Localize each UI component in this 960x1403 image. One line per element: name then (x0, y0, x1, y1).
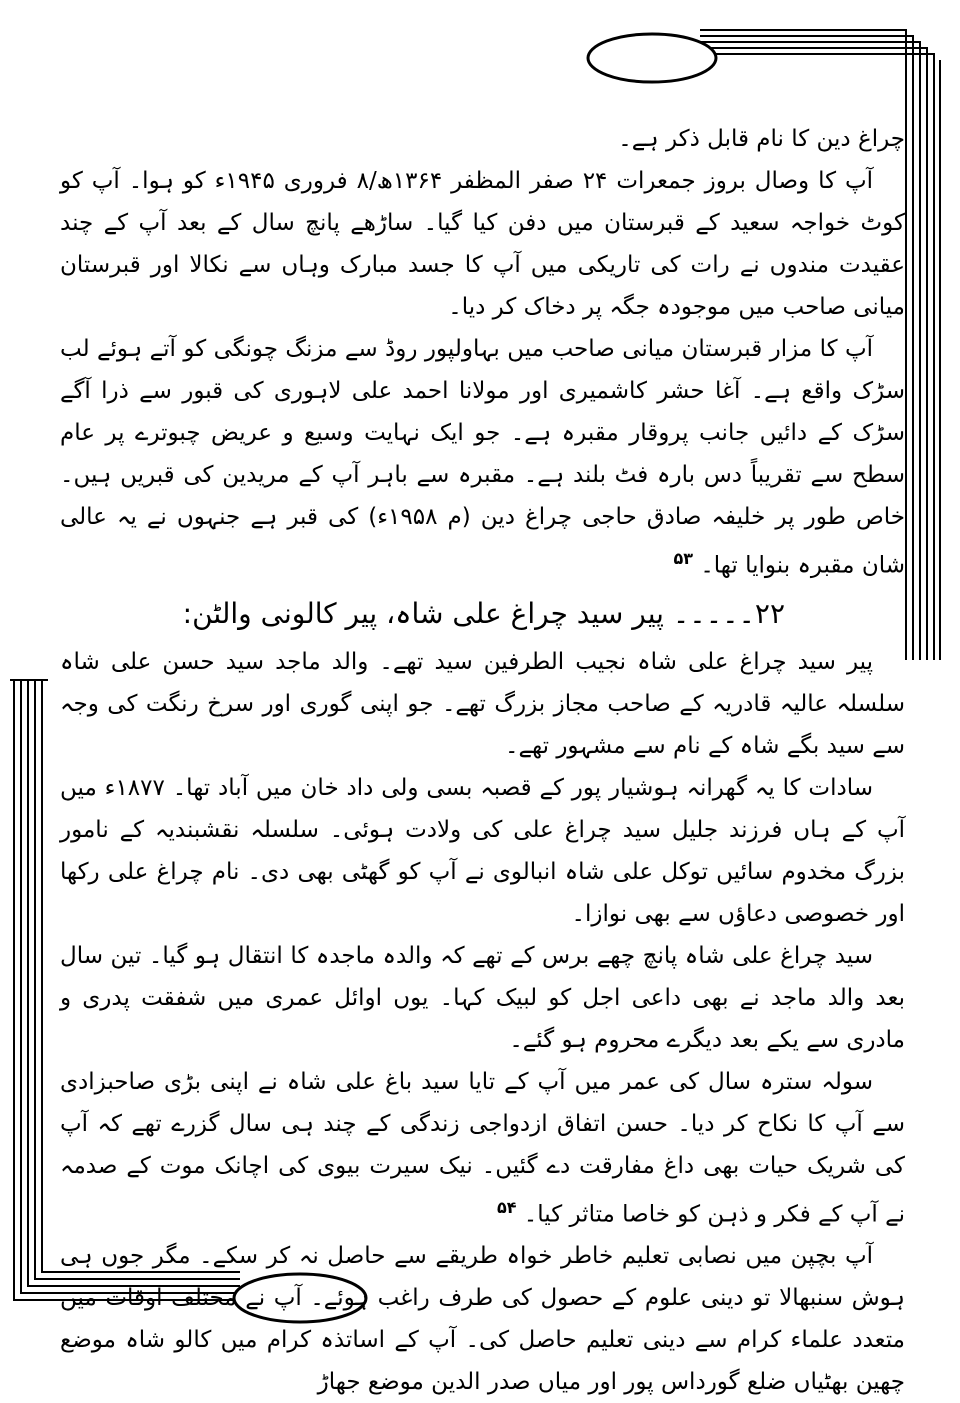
top-oval (588, 34, 716, 82)
footnote-marker-53: ۵۳ (673, 549, 693, 568)
paragraph-4: پیر سید چراغ علی شاہ نجیب الطرفین سید تھے۔ والد ماجد سید حسن علی شاہ سلسلہ عالیہ قادریہ کے صاحب مجاز بزرگ تھے۔ جو اپنی گوری اور سرخ رنگت کی وجہ سے سید بگے شاہ کے نام سے مشہور تھے۔ (60, 648, 905, 759)
paragraph-2: آپ کا وصال بروز جمعرات ۲۴ صفر المظفر ۱۳۶۴ھ/۸ فروری ۱۹۴۵ء کو ہوا۔ آپ کو کوٹ خواجہ سعید کے قبرستان میں دفن کیا گیا۔ ساڑھے پانچ سال کے بعد آپ کے چند عقیدت مندوں نے رات کی تاریکی میں آپ کا جسد مبارک وہاں سے نکالا اور قبرستان میانی صاحب میں موجودہ جگہ پر دخاک کر دیا۔ (60, 168, 905, 320)
paragraph-6: سید چراغ علی شاہ پانچ چھے برس کے تھے کہ والدہ ماجدہ کا انتقال ہو گیا۔ تین سال بعد والد ماجد نے بھی داعی اجل کو لبیک کہا۔ یوں اوائل عمری میں شفقت پدری و مادری سے یکے بعد دیگرے محروم ہو گئے۔ (60, 942, 905, 1053)
section-heading: ۲۲۔۔۔۔۔ پیر سید چراغ علی شاہ، پیر کالونی والٹن: (182, 596, 785, 630)
footnote-marker-54: ۵۴ (496, 1197, 517, 1217)
paragraph-8: آپ بچپن میں نصابی تعلیم خاطر خواہ طریقے سے حاصل نہ کر سکے۔ مگر جوں ہی ہوش سنبھالا تو دینی علوم کے حصول کی طرف راغب ہوئے۔ آپ نے مختلف اوقات میں متعدد علماء کرام سے دینی تعلیم حاصل کی۔ آپ کے اساتذہ کرام میں کالو شاہ موضع چھین بھٹیاں ضلع گورداس پور اور میاں صدر الدین موضع جھاڑ (60, 1243, 905, 1396)
paragraph-7 (60, 1061, 905, 1236)
paragraph-5: سادات کا یہ گھرانہ ہوشیار پور کے قصبہ بسی ولی داد خان میں آباد تھا۔ ۱۸۷۷ء میں آپ کے ہاں فرزند جلیل سید چراغ علی کی ولادت ہوئی۔ سلسلہ نقشبندیہ کے نامور بزرگ مخدوم سائیں توکل علی شاہ انبالوی نے آپ کو گھٹی بھی دی۔ نام چراغ علی رکھا اور خصوصی دعاؤں سے بھی نوازا۔ (60, 774, 905, 927)
paragraph-3-text: آپ کا مزار قبرستان میانی صاحب میں بہاولپور روڈ سے مزنگ چونگی کو آتے ہوئے لب سڑک واقع ہے۔ آغا حشر کاشمیری اور مولانا احمد علی لاہوری کی قبور سے ذرا آگے سڑک کے دائیں جانب پروقار مقبرہ ہے۔ جو ایک نہایت وسیع و عریض چبوترے پر عام سطح سے تقریباً دس بارہ فٹ بلند ہے۔ مقبرہ سے باہر آپ کے مریدین کی قبریں ہیں۔ خاص طور پر خلیفہ صادق حاجی چراغ دین (م ۱۹۵۸ء) کی قبر ہے جنہوں نے یہ عالی شان مقبرہ بنوایا تھا۔ (60, 336, 905, 579)
paragraph-1: چراغ دین کا نام قابل ذکر ہے۔ (618, 126, 905, 152)
document-body (60, 118, 905, 1403)
paragraph-3 (60, 328, 905, 587)
paragraph-7-text: سولہ سترہ سال کی عمر میں آپ کے تایا سید باغ علی شاہ نے اپنی بڑی صاحبزادی سے آپ کا نکاح کر دیا۔ حسن اتفاق ازدواجی زندگی کے چند ہی سال گزرے تھے کہ آپ کی شریک حیات بھی داغ مفارقت دے گئیں۔ نیک سیرت بیوی کی اچانک موت کے صدمہ نے آپ کے فکر و ذہن کو خاصا متاثر کیا۔ (60, 1068, 905, 1228)
